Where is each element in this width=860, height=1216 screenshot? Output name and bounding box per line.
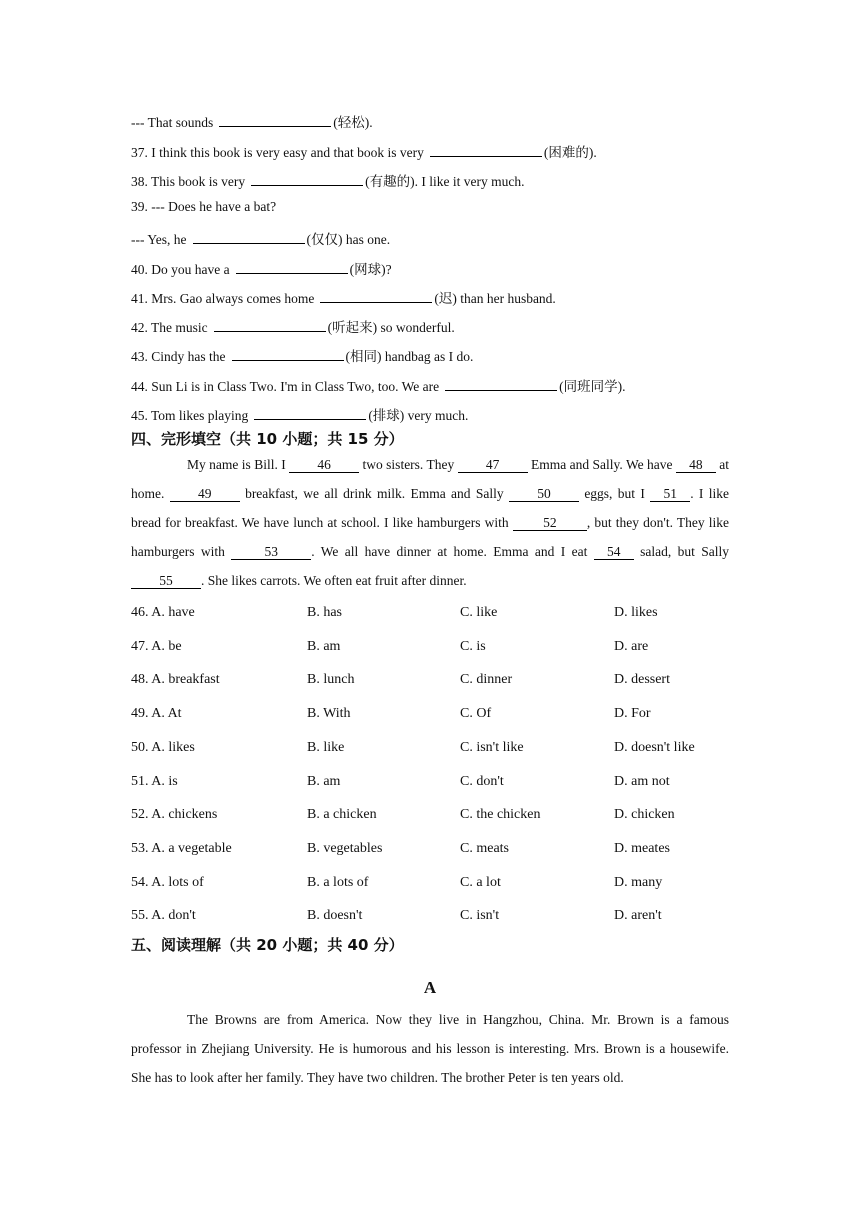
fill-line-37: 37. I think this book is very easy and that book is very (困难的).	[131, 145, 597, 160]
option-a[interactable]: 53. A. a vegetable	[131, 841, 232, 856]
option-row-46	[131, 605, 731, 625]
option-row-47	[131, 639, 731, 659]
option-c[interactable]: C. Of	[460, 706, 492, 721]
option-b[interactable]: B. a lots of	[307, 875, 369, 890]
option-a[interactable]: 55. A. don't	[131, 908, 196, 923]
answer-blank[interactable]	[251, 173, 363, 186]
option-d[interactable]: D. am not	[614, 774, 670, 789]
option-d[interactable]: D. are	[614, 639, 649, 654]
option-a[interactable]: 49. A. At	[131, 706, 182, 721]
option-a[interactable]: 51. A. is	[131, 774, 178, 789]
option-c[interactable]: C. is	[460, 639, 486, 654]
option-c[interactable]: C. like	[460, 605, 498, 620]
option-b[interactable]: B. has	[307, 605, 342, 620]
gap-49[interactable]: 49	[170, 487, 240, 502]
option-c[interactable]: C. a lot	[460, 875, 501, 890]
option-c[interactable]: C. the chicken	[460, 807, 541, 822]
passage-label-a: A	[423, 978, 437, 997]
answer-blank[interactable]	[193, 231, 305, 244]
option-b[interactable]: B. am	[307, 774, 341, 789]
option-d[interactable]: D. doesn't like	[614, 740, 695, 755]
option-d[interactable]: D. meates	[614, 841, 670, 856]
answer-blank[interactable]	[232, 348, 344, 361]
option-a[interactable]: 48. A. breakfast	[131, 672, 220, 687]
gap-55[interactable]: 55	[131, 574, 201, 589]
answer-blank[interactable]	[219, 114, 331, 127]
gap-54[interactable]: 54	[594, 545, 634, 560]
answer-blank[interactable]	[430, 144, 542, 157]
option-c[interactable]: C. isn't like	[460, 740, 524, 755]
option-row-52	[131, 807, 731, 827]
option-row-53	[131, 841, 731, 861]
answer-blank[interactable]	[214, 319, 326, 332]
option-b[interactable]: B. a chicken	[307, 807, 377, 822]
option-c[interactable]: C. isn't	[460, 908, 500, 923]
gap-48[interactable]: 48	[676, 458, 716, 473]
gap-51[interactable]: 51	[650, 487, 690, 502]
fill-line-40: 40. Do you have a (网球)?	[131, 262, 392, 277]
option-a[interactable]: 52. A. chickens	[131, 807, 218, 822]
option-b[interactable]: B. doesn't	[307, 908, 363, 923]
option-a[interactable]: 46. A. have	[131, 605, 195, 620]
option-c[interactable]: C. dinner	[460, 672, 513, 687]
fill-line-44: 44. Sun Li is in Class Two. I'm in Class Two, too. We are (同班同学).	[131, 379, 626, 394]
fill-line-43: 43. Cindy has the (相同) handbag as I do.	[131, 349, 474, 364]
option-row-48	[131, 672, 731, 692]
option-b[interactable]: B. vegetables	[307, 841, 383, 856]
option-row-51	[131, 774, 731, 794]
fill-line-39: 39. --- Does he have a bat?	[131, 199, 277, 214]
option-c[interactable]: C. meats	[460, 841, 509, 856]
section-heading-cloze: 四、完形填空（共 10 小题；共 15 分）	[131, 430, 404, 448]
fill-line-36: --- That sounds (轻松).	[131, 115, 373, 130]
gap-52[interactable]: 52	[513, 516, 587, 531]
option-row-54	[131, 875, 731, 895]
fill-line-41: 41. Mrs. Gao always comes home (迟) than her husband.	[131, 291, 556, 306]
option-d[interactable]: D. likes	[614, 605, 658, 620]
option-row-50	[131, 740, 731, 760]
reading-passage-a: The Browns are from America. Now they live in Hangzhou, China. Mr. Brown is a famous professor in Zhejiang University. He is humorous and his lesson is interesting. Mrs. Brown is a housewife. She has to look after her family. They have two children. The brother Peter is ten years old.	[131, 1012, 729, 1085]
fill-line-42: 42. The music (听起来) so wonderful.	[131, 320, 455, 335]
option-b[interactable]: B. am	[307, 639, 341, 654]
answer-blank[interactable]	[236, 261, 348, 274]
option-b[interactable]: B. lunch	[307, 672, 355, 687]
option-a[interactable]: 54. A. lots of	[131, 875, 204, 890]
answer-blank[interactable]	[445, 378, 557, 391]
fill-line-38: 38. This book is very (有趣的). I like it very much.	[131, 174, 525, 189]
option-row-55	[131, 908, 731, 928]
option-d[interactable]: D. chicken	[614, 807, 675, 822]
option-c[interactable]: C. don't	[460, 774, 504, 789]
fill-line-45: 45. Tom likes playing (排球) very much.	[131, 408, 469, 423]
option-b[interactable]: B. With	[307, 706, 351, 721]
gap-53[interactable]: 53	[231, 545, 311, 560]
gap-50[interactable]: 50	[509, 487, 579, 502]
option-row-49	[131, 706, 731, 726]
option-a[interactable]: 50. A. likes	[131, 740, 195, 755]
option-d[interactable]: D. aren't	[614, 908, 662, 923]
option-d[interactable]: D. dessert	[614, 672, 670, 687]
option-d[interactable]: D. For	[614, 706, 651, 721]
answer-blank[interactable]	[320, 290, 432, 303]
answer-blank[interactable]	[254, 407, 366, 420]
fill-line-39b: --- Yes, he (仅仅) has one.	[131, 232, 391, 247]
option-b[interactable]: B. like	[307, 740, 345, 755]
section-heading-reading: 五、阅读理解（共 20 小题；共 40 分）	[131, 936, 404, 954]
gap-46[interactable]: 46	[289, 458, 359, 473]
cloze-passage: My name is Bill. I 46 two sisters. They 47 Emma and Sally. We have 48 at home. 49 breakfast, we all drink milk. Emma and Sally 50 eggs, but I 51 . I like bread for breakfast. We have lunch at school. I like hamburgers with 52 , but they don't. They like hamburgers with 53 . We all have dinner at home. Emma and I eat 54 salad, but Sally 55 . She likes carrots. We often eat fruit after dinner.	[131, 457, 730, 588]
gap-47[interactable]: 47	[458, 458, 528, 473]
option-d[interactable]: D. many	[614, 875, 663, 890]
option-a[interactable]: 47. A. be	[131, 639, 182, 654]
